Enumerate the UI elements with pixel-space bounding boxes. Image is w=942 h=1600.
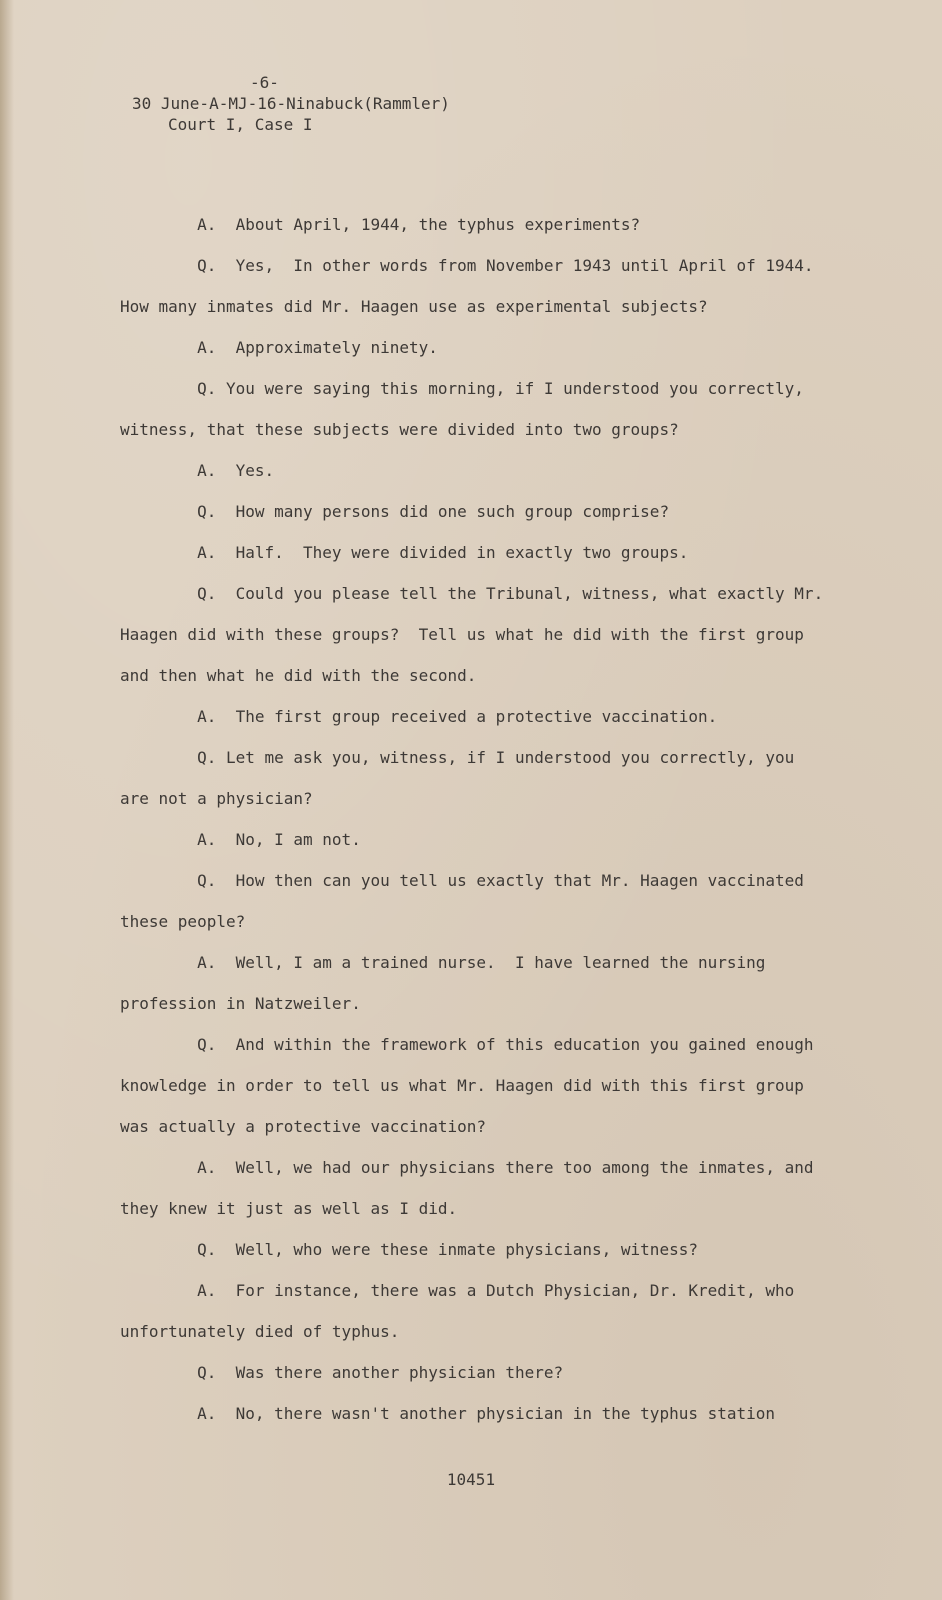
transcript-paragraph: A. About April, 1944, the typhus experiments? [120,215,641,234]
page-header [132,72,450,135]
transcript-paragraph: Q. Yes, In other words from November 1943 until April of 1944. How many inmates did Mr. Haagen use as experimental subjects? [120,256,824,316]
transcript-paragraph: A. Well, we had our physicians there too among the inmates, and they knew it just as well as I did. [120,1158,824,1218]
transcript-paragraph: A. Yes. [120,461,275,480]
transcript-paragraph: Q. And within the framework of this education you gained enough knowledge in order to tell us what Mr. Haagen did with this first group was actually a protective vaccination? [120,1035,824,1136]
transcript-paragraph: Q. Let me ask you, witness, if I understood you correctly, you are not a physician? [120,748,804,808]
transcript-paragraph: A. No, I am not. [120,830,361,849]
paper-edge [0,0,14,1600]
transcript-paragraph: Q. You were saying this morning, if I understood you correctly, witness, that these subjects were divided into two groups? [120,379,814,439]
page-number: -6- [250,73,279,92]
transcript-paragraph: A. Well, I am a trained nurse. I have learned the nursing profession in Natzweiler. [120,953,776,1013]
header-line-1: 30 June-A-MJ-16-Ninabuck(Rammler) [132,94,450,113]
transcript-paragraph: Q. Was there another physician there? [120,1363,564,1382]
transcript-paragraph: A. For instance, there was a Dutch Physician, Dr. Kredit, who unfortunately died of typhus. [120,1281,804,1341]
transcript-paragraph: A. Approximately ninety. [120,338,438,357]
transcript-paragraph: Q. Could you please tell the Tribunal, witness, what exactly Mr. Haagen did with these groups? Tell us what he did with the first group and then what he did with the second. [120,584,833,685]
transcript-paragraph: Q. How many persons did one such group comprise? [120,502,670,521]
page-footer-number: 10451 [446,1470,496,1489]
transcript-paragraph: A. Half. They were divided in exactly two groups. [120,543,689,562]
transcript-paragraph: Q. How then can you tell us exactly that Mr. Haagen vaccinated these people? [120,871,814,931]
transcript-paragraph: Q. Well, who were these inmate physicians, witness? [120,1240,698,1259]
transcript-paragraph: A. No, there wasn't another physician in the typhus station [120,1404,776,1423]
header-line-2: Court I, Case I [168,115,313,134]
transcript-paragraph: A. The first group received a protective vaccination. [120,707,718,726]
